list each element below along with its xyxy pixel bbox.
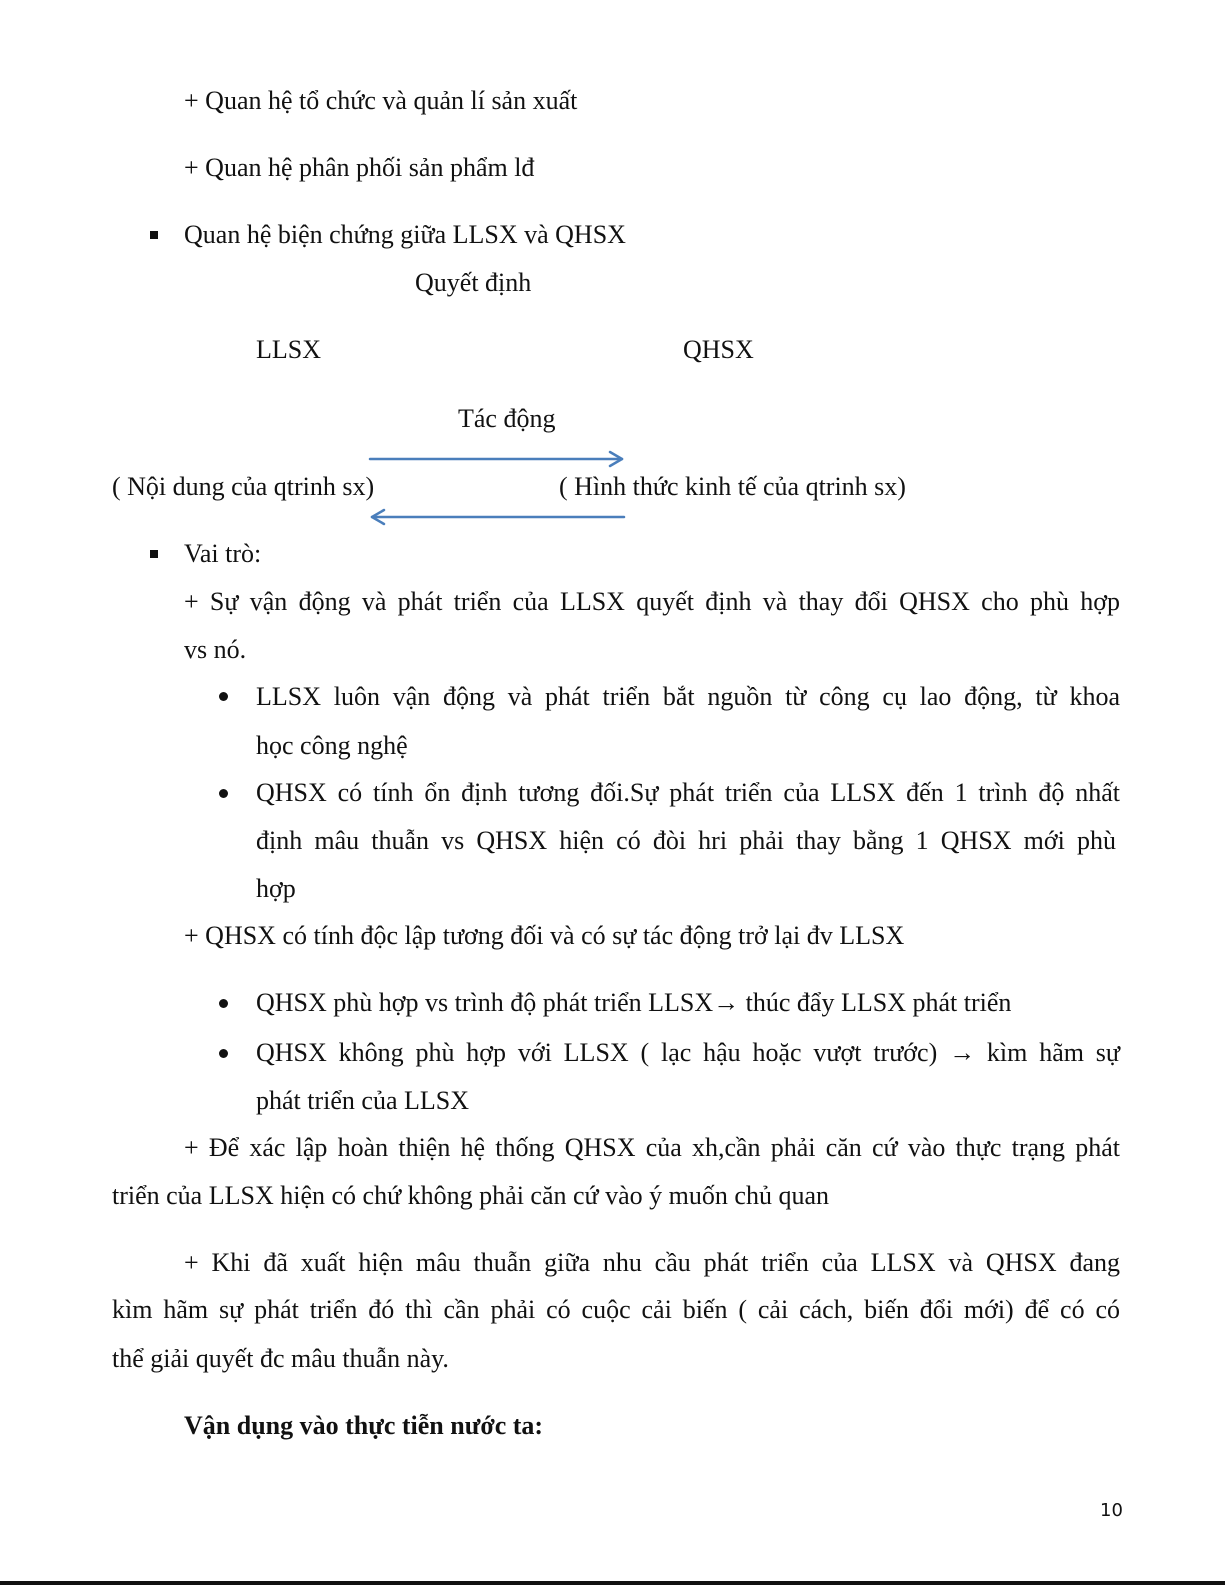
bullet-llsx-moves-line1: LLSX luôn vận động và phát triển bắt nguồn từ công cụ lao động, từ khoa <box>256 682 1120 711</box>
paragraph-contradiction-line2: kìm hãm sự phát triển đó thì cần phải có cuộc cải biến ( cải cách, biến đổi mới) để có có <box>112 1295 1120 1324</box>
relation-organization-line: + Quan hệ tổ chức và quản lí sản xuất <box>184 86 578 115</box>
round-bullet-icon <box>219 692 228 701</box>
diagram-qhsx-subtitle: ( Hình thức kinh tế của qtrinh sx) <box>559 472 906 501</box>
diagram-node-qhsx: QHSX <box>683 335 754 364</box>
bullet-qhsx-stable-line2: định mâu thuẫn vs QHSX hiện có đòi hri phải thay bằng 1 QHSX mới phù <box>256 826 1116 855</box>
diagram-llsx-subtitle: ( Nội dung của qtrinh sx) <box>112 472 375 501</box>
round-bullet-icon <box>219 1049 228 1058</box>
bullet-role: Vai trò: <box>184 539 262 568</box>
bullet-dialectical-relation: Quan hệ biện chứng giữa LLSX và QHSX <box>184 220 626 249</box>
bullet-qhsx-stable-line3: hợp <box>256 874 296 903</box>
arrow-right-icon <box>370 452 622 466</box>
diagram-node-llsx: LLSX <box>256 335 321 364</box>
arrow-left-icon <box>372 510 624 524</box>
round-bullet-icon <box>219 789 228 798</box>
bullet-qhsx-unsuitable-line1: QHSX không phù hợp với LLSX ( lạc hậu hoặc vượt trước) → kìm hãm sự <box>256 1038 1120 1067</box>
bullet-llsx-moves-line2: học công nghệ <box>256 731 408 760</box>
paragraph-qhsx-independent: + QHSX có tính độc lập tương đối và có sự tác động trở lại đv LLSX <box>184 921 905 950</box>
diagram-label-decides: Quyết định <box>415 268 532 297</box>
paragraph-llsx-decides-line2: vs nó. <box>184 635 247 664</box>
bullet-qhsx-stable-line1: QHSX có tính ổn định tương đối.Sự phát triển của LLSX đến 1 trình độ nhất <box>256 778 1120 807</box>
bottom-rule <box>0 1581 1225 1585</box>
paragraph-establish-line1: + Để xác lập hoàn thiện hệ thống QHSX của xh,cần phải căn cứ vào thực trạng phát <box>184 1133 1120 1162</box>
square-bullet-icon <box>150 550 158 558</box>
page-number: 10 <box>1100 1500 1123 1521</box>
paragraph-establish-line2: triển của LLSX hiện có chứ không phải căn cứ vào ý muốn chủ quan <box>112 1181 829 1210</box>
relation-distribution-line: + Quan hệ phân phối sản phẩm lđ <box>184 153 535 182</box>
section-heading: Vận dụng vào thực tiễn nước ta: <box>184 1411 544 1440</box>
paragraph-contradiction-line1: + Khi đã xuất hiện mâu thuẫn giữa nhu cầu phát triển của LLSX và QHSX đang <box>184 1248 1120 1277</box>
bullet-qhsx-unsuitable-line2: phát triển của LLSX <box>256 1086 469 1115</box>
round-bullet-icon <box>219 999 228 1008</box>
paragraph-llsx-decides-line1: + Sự vận động và phát triển của LLSX quyết định và thay đổi QHSX cho phù hợp <box>184 587 1120 616</box>
bullet-qhsx-suitable: QHSX phù hợp vs trình độ phát triển LLSX→ thúc đẩy LLSX phát triển <box>256 988 1012 1017</box>
paragraph-contradiction-line3: thể giải quyết đc mâu thuẫn này. <box>112 1344 449 1373</box>
diagram-label-impact: Tác động <box>458 404 556 433</box>
